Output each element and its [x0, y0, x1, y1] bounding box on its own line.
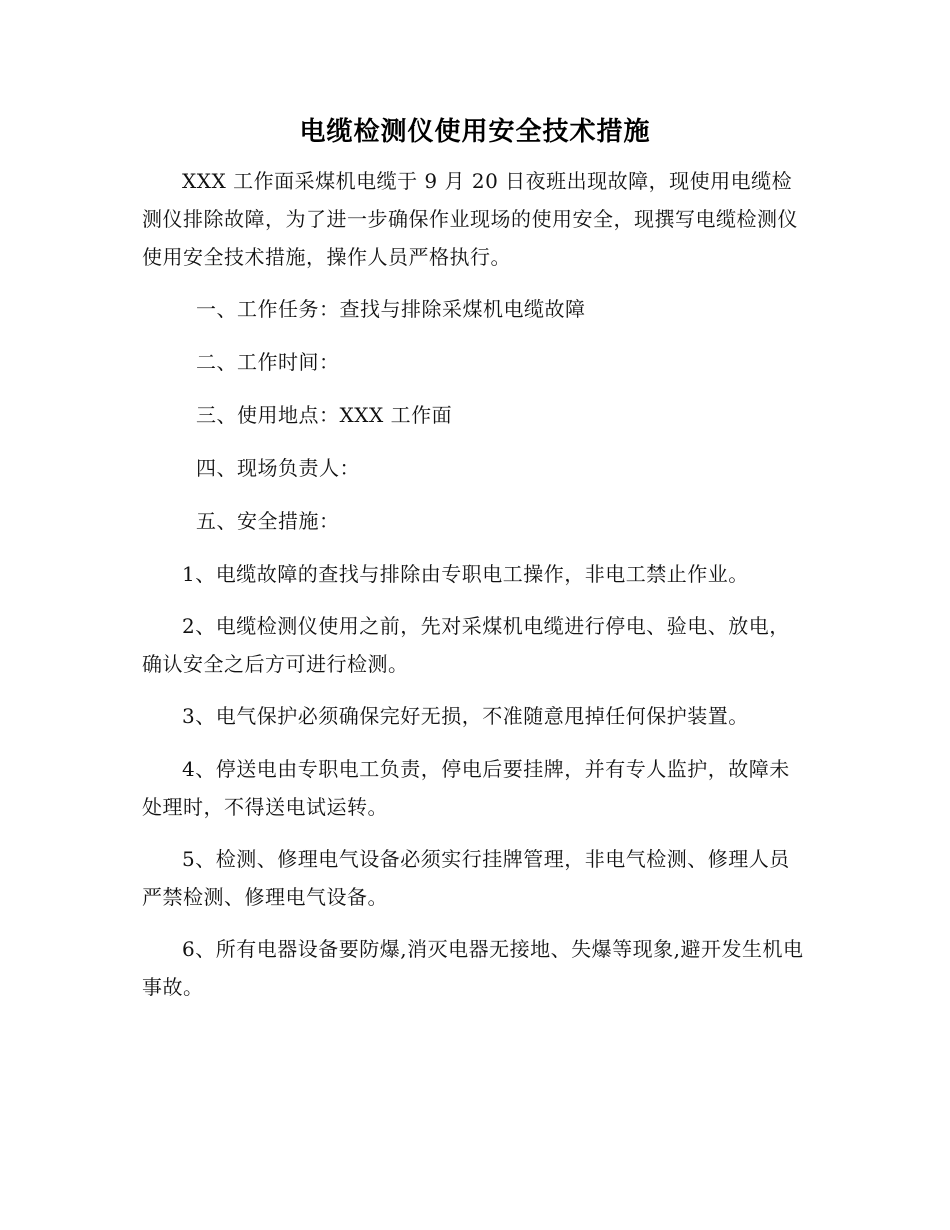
section-location: 三、使用地点：XXX 工作面 [196, 403, 453, 427]
section-person-in-charge: 四、现场负责人： [196, 456, 360, 480]
section-safety-measures: 五、安全措施： [196, 509, 340, 533]
measure-item-5: 5、检测、修理电气设备必须实行挂牌管理，非电气检测、修理人员严禁检测、修理电气设备。 [142, 847, 790, 909]
intro-paragraph: XXX 工作面采煤机电缆于 9 月 20 日夜班出现故障，现使用电缆检测仪排除故障，为了进一步确保作业现场的使用安全，现撰写电缆检测仪使用安全技术措施，操作人员严格执行。 [142, 169, 798, 269]
document-title: 电缆检测仪使用安全技术措施 [299, 117, 651, 147]
measure-item-6: 6、所有电器设备要防爆,消灭电器无接地、失爆等现象,避开发生机电事故。 [142, 937, 804, 999]
measure-item-4: 4、停送电由专职电工负责，停电后要挂牌，并有专人监护，故障未处理时，不得送电试运转。 [142, 757, 790, 819]
measure-item-2: 2、电缆检测仪使用之前，先对采煤机电缆进行停电、验电、放电，确认安全之后方可进行检测。 [142, 614, 790, 676]
section-work-task: 一、工作任务：查找与排除采煤机电缆故障 [196, 297, 586, 321]
measure-item-3: 3、电气保护必须确保完好无损，不准随意甩掉任何保护装置。 [182, 704, 749, 728]
section-work-time: 二、工作时间： [196, 350, 340, 374]
measure-item-1: 1、电缆故障的查找与排除由专职电工操作，非电工禁止作业。 [182, 562, 749, 586]
